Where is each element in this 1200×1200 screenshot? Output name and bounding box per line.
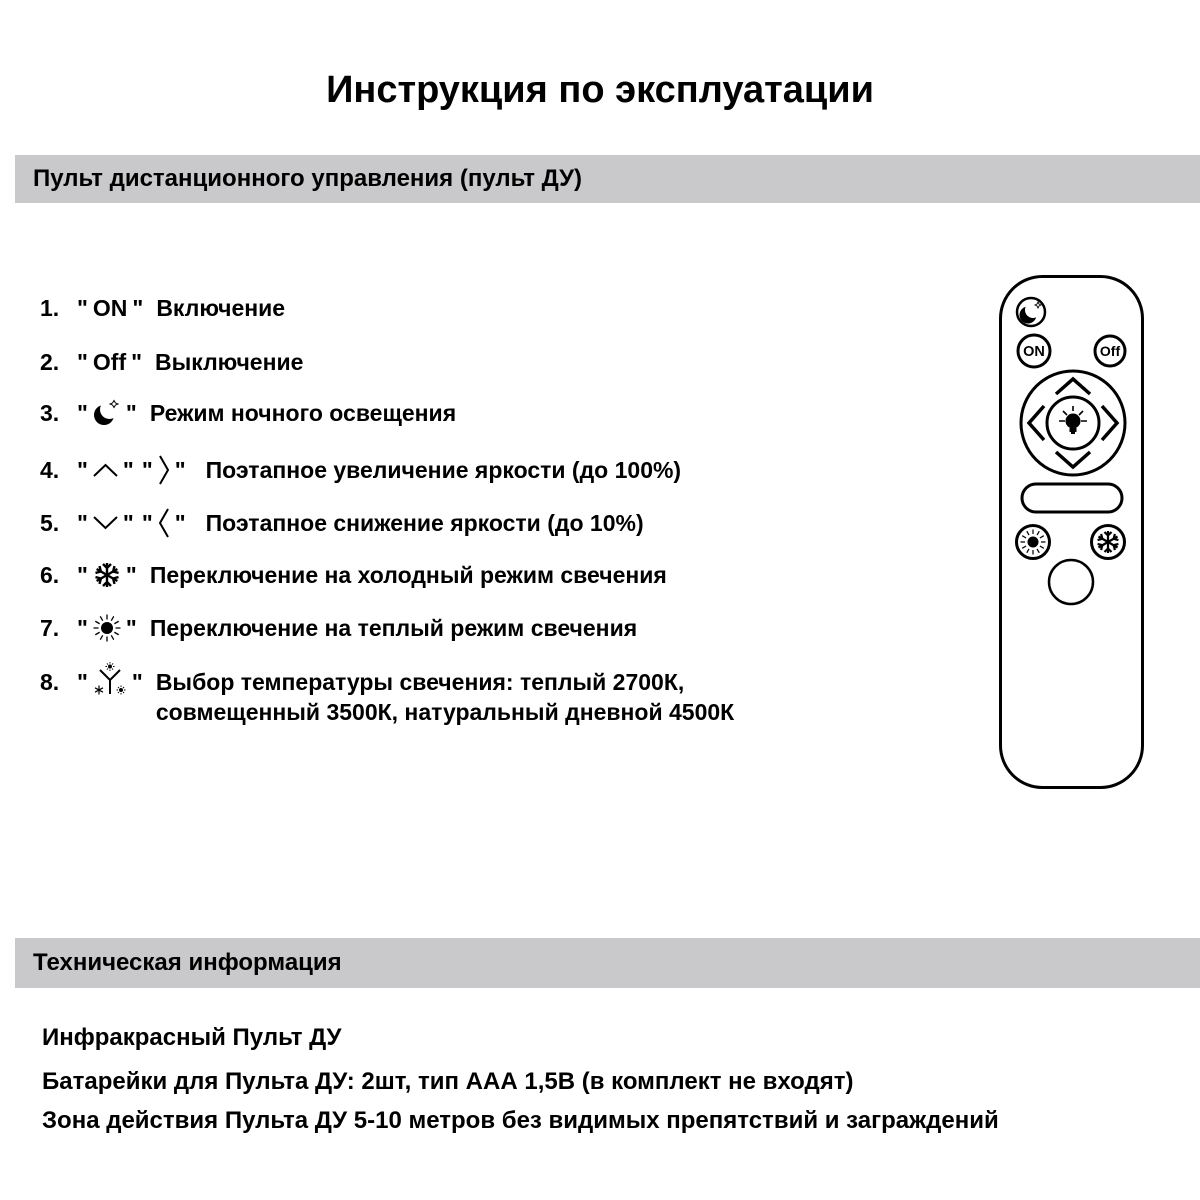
- item-number: 7.: [40, 615, 60, 641]
- quote: ": [125, 400, 137, 426]
- item-label: Выключение: [155, 349, 304, 375]
- quote: ": [125, 562, 137, 588]
- section-header-remote-label: Пульт дистанционного управления (пульт ДУ): [33, 165, 582, 192]
- item-label: Режим ночного освещения: [149, 400, 457, 426]
- chevron-up-icon: [1056, 379, 1090, 394]
- section-header-tech-label: Техническая информация: [33, 949, 342, 976]
- quote: ": [125, 615, 137, 641]
- item-label-line1: Выбор температуры свечения: теплый 2700К,: [155, 669, 685, 695]
- warm-mode-button: [1017, 526, 1050, 559]
- tech-line-1: Инфракрасный Пульт ДУ: [42, 1024, 342, 1051]
- quote: ": [132, 295, 144, 321]
- section-header-tech: [15, 938, 1200, 988]
- off-label: Off: [92, 349, 127, 375]
- quote: ": [77, 669, 88, 695]
- instruction-item-3: [40, 398, 456, 428]
- item-number: 3.: [40, 400, 60, 426]
- sun-icon: [92, 613, 122, 643]
- chevron-up-icon: [92, 462, 119, 478]
- item-number: 8.: [40, 669, 60, 695]
- tech-line-2: Батарейки для Пульта ДУ: 2шт, тип ААА 1,5В (в комплект не входят): [42, 1068, 854, 1095]
- snowflake-icon: [1097, 531, 1120, 553]
- on-button-label: ON: [1023, 344, 1045, 360]
- chevron-down-icon: [1056, 452, 1090, 467]
- quote: ": [77, 295, 88, 321]
- item-label: Переключение на теплый режим свечения: [149, 615, 638, 641]
- quote: ": [141, 510, 153, 536]
- quote: ": [131, 349, 143, 375]
- quote: ": [174, 457, 186, 483]
- instruction-item-7: [40, 613, 637, 643]
- item-number: 2.: [40, 349, 60, 375]
- round-bottom-button: [1049, 560, 1093, 604]
- bulb-icon: [1059, 406, 1087, 434]
- sun-icon: [1021, 530, 1046, 555]
- quote: ": [77, 615, 88, 641]
- quote: ": [77, 510, 88, 536]
- item-label-line2: совмещенный 3500К, натуральный дневной 4500К: [155, 699, 735, 725]
- quote: ": [77, 349, 88, 375]
- item-number: 6.: [40, 562, 60, 588]
- quote: ": [131, 669, 143, 695]
- quote: ": [77, 400, 88, 426]
- item-label: Включение: [156, 295, 286, 321]
- instruction-item-4: [40, 453, 681, 487]
- scene-bar-button: [1022, 484, 1122, 512]
- item-number: 1.: [40, 295, 60, 321]
- quote: ": [141, 457, 153, 483]
- instruction-item-1: [40, 293, 285, 323]
- instruction-item-5: [40, 506, 644, 540]
- cold-mode-button: [1092, 526, 1125, 559]
- instruction-item-6: [40, 560, 667, 590]
- on-button: [1018, 335, 1050, 367]
- instruction-item-8: [40, 667, 734, 727]
- off-button-label: Off: [1099, 343, 1121, 359]
- quote: ": [122, 510, 134, 536]
- page-title: Инструкция по эксплуатации: [326, 69, 874, 111]
- on-label: ON: [92, 295, 128, 321]
- quote: ": [174, 510, 186, 536]
- chevron-down-icon: [92, 515, 119, 531]
- item-label: Поэтапное увеличение яркости (до 100%): [205, 457, 682, 483]
- moon-icon: [92, 398, 122, 428]
- instruction-item-2: [40, 347, 303, 377]
- item-label: Переключение на холодный режим свечения: [149, 562, 667, 588]
- quote: ": [77, 457, 88, 483]
- off-button: [1095, 336, 1125, 366]
- quote: ": [122, 457, 134, 483]
- angle-left-icon: [1029, 406, 1044, 440]
- item-number: 4.: [40, 457, 60, 483]
- quote: ": [77, 562, 88, 588]
- night-mode-button: [1017, 298, 1045, 326]
- angle-right-icon: [1102, 406, 1117, 440]
- item-label: Поэтапное снижение яркости (до 10%): [205, 510, 644, 536]
- item-number: 5.: [40, 510, 60, 536]
- section-header-remote: [15, 155, 1200, 203]
- angle-right-icon: [157, 453, 171, 487]
- remote-control-illustration: [995, 272, 1153, 797]
- item-label-block: [156, 667, 734, 727]
- cct-select-icon: [92, 662, 128, 702]
- snowflake-icon: [92, 560, 122, 590]
- tech-line-3: Зона действия Пульта ДУ 5-10 метров без видимых препятствий и заграждений: [42, 1107, 999, 1134]
- angle-left-icon: [157, 506, 171, 540]
- dpad-brightness: [1021, 371, 1125, 475]
